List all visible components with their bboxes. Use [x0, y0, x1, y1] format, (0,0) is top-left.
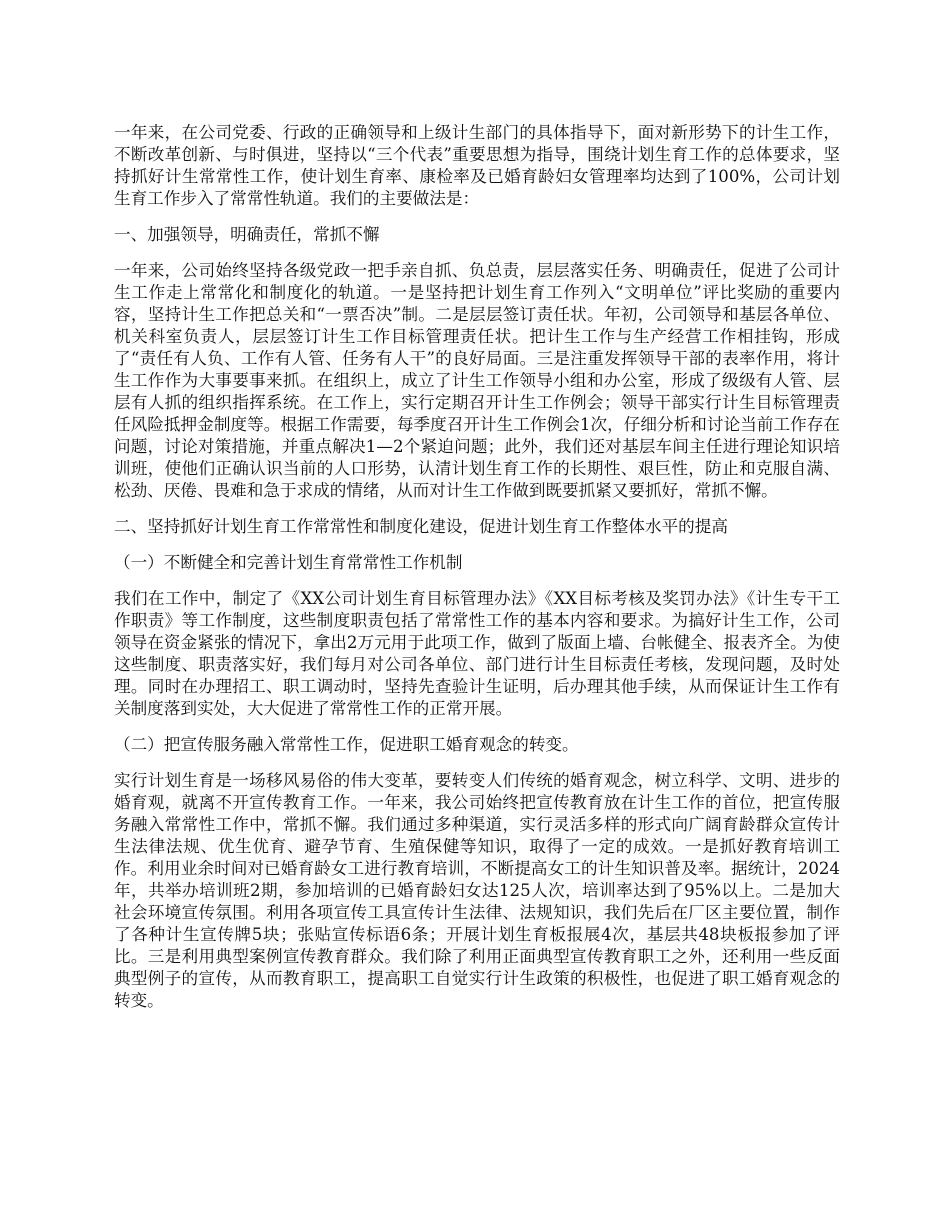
subsection-2-paragraph: 实行计划生育是一场移风易俗的伟大变革，要转变人们传统的婚育观念，树立科学、文明、进步的婚育观，就离不开宣传教育工作。一年来，我公司始终把宣传教育放在计生工作的首位，把宣传服务融入常常性工作中，常抓不懈。我们通过多种渠道，实行灵活多样的形式向广阔育龄群众宣传计生法律法规、优生优育、避孕节育、生殖保健等知识，取得了一定的成效。一是抓好教育培训工作。利用业余时间对已婚育龄女工进行教育培训，不断提高女工的计生知识普及率。据统计，2024年，共举办培训班2期，参加培训的已婚育龄妇女达125人次，培训率达到了95%以上。二是加大社会环境宣传氛围。利用各项宣传工具宣传计生法律、法规知识，我们先后在厂区主要位置，制作了各种计生宣传牌5块；张贴宣传标语6条；开展计划生育板报展4次，基层共48块板报参加了评比。三是利用典型案例宣传教育群众。我们除了利用正面典型宣传教育职工之外，还利用一些反面典型例子的宣传，从而教育职工，提高职工自觉实行计生政策的积极性，也促进了职工婚育观念的转变。	[114, 771, 840, 1010]
subsection-heading-2: （二）把宣传服务融入常常性工作，促进职工婚育观念的转变。	[114, 735, 579, 754]
section-heading-2: 二、坚持抓好计划生育工作常常性和制度化建设，促进计划生育工作整体水平的提高	[114, 517, 728, 536]
intro-paragraph: 一年来，在公司党委、行政的正确领导和上级计生部门的具体指导下，面对新形势下的计生工作，不断改革创新、与时俱进，坚持以“三个代表”重要思想为指导，围绕计划生育工作的总体要求，坚持抓好计生常常性工作，使计划生育率、康检率及已婚育龄妇女管理率均达到了100%，公司计划生育工作步入了常常性轨道。我们的主要做法是：	[114, 123, 840, 208]
document-body	[114, 122, 840, 1012]
section-1-paragraph: 一年来，公司始终坚持各级党政一把手亲自抓、负总责，层层落实任务、明确责任，促进了公司计生工作走上常常化和制度化的轨道。一是坚持把计划生育工作列入“文明单位”评比奖励的重要内容，坚持计生工作把总关和“一票否决”制。二是层层签订责任状。年初，公司领导和基层各单位、机关科室负责人，层层签订计生工作目标管理责任状。把计生工作与生产经营工作相挂钩，形成了“责任有人负、工作有人管、任务有人干”的良好局面。三是注重发挥领导干部的表率作用，将计生工作作为大事要事来抓。在组织上，成立了计生工作领导小组和办公室，形成了级级有人管、层层有人抓的组织指挥系统。在工作上，实行定期召开计生工作例会；领导干部实行计生目标管理责任风险抵押金制度等。根据工作需要，每季度召开计生工作例会1次，仔细分析和讨论当前工作存在问题，讨论对策措施，并重点解决1—2个紧迫问题；此外，我们还对基层车间主任进行理论知识培训班，使他们正确认识当前的人口形势，认清计划生育工作的长期性、艰巨性，防止和克服自满、松劲、厌倦、畏难和急于求成的情绪，从而对计生工作做到既要抓紧又要抓好，常抓不懈。	[114, 261, 840, 500]
section-heading-1: 一、加强领导，明确责任，常抓不懈	[114, 225, 380, 244]
subsection-heading-1: （一）不断健全和完善计划生育常常性工作机制	[114, 553, 463, 572]
subsection-1-paragraph: 我们在工作中，制定了《XX公司计划生育目标管理办法》《XX目标考核及奖罚办法》《计生专干工作职责》等工作制度，这些制度职责包括了常常性工作的基本内容和要求。为搞好计生工作，公司领导在资金紧张的情况下，拿出2万元用于此项工作，做到了版面上墙、台帐健全、报表齐全。为使这些制度、职责落实好，我们每月对公司各单位、部门进行计生目标责任考核，发现问题，及时处理。同时在办理招工、职工调动时，坚持先查验计生证明，后办理其他手续，从而保证计生工作有关制度落到实处，大大促进了常常性工作的正常开展。	[114, 589, 840, 718]
